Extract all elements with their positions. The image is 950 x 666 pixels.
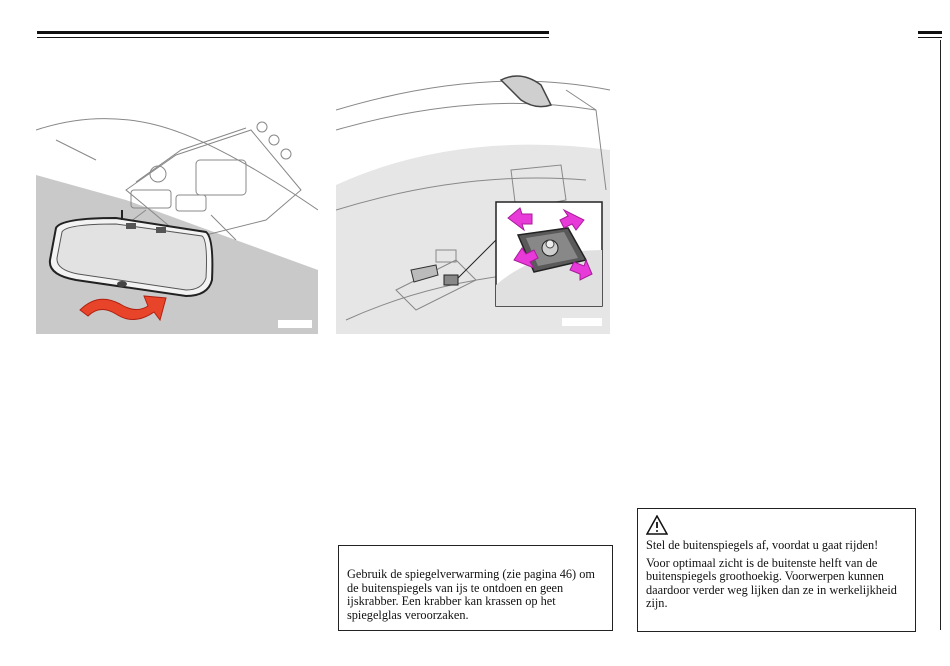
header-rule-thin <box>37 37 549 38</box>
note-box <box>338 545 613 631</box>
door-mirror-control-illustration <box>336 70 610 334</box>
warning-box <box>637 508 916 632</box>
note-text: Gebruik de spiegelverwarming (zie pagina 46) om de buitenspiegels van ijs te ontdoen en geen ijskrabber. Een krabber kan krassen op het spiegelglas veroorzaken. <box>347 567 595 622</box>
door-mirror-control-drawing <box>336 70 610 334</box>
warning-line-1: Stel de buitenspiegels af, voordat u gaat rijden! <box>646 538 879 552</box>
header-rule-right <box>918 31 942 34</box>
warning-line-2: Voor optimaal zicht is de buitenste helft van de buitenspiegels groothoekig. Voorwerpen kunnen daardoor verder weg lijken dan ze in werkelijkheid zijn. <box>646 555 897 611</box>
rearview-mirror-drawing <box>36 70 318 334</box>
header-rule <box>37 31 549 34</box>
rearview-mirror-illustration <box>36 70 318 334</box>
page-edge-line <box>940 40 941 630</box>
warning-triangle-icon <box>646 515 668 535</box>
header-rule-right-thin <box>918 37 942 38</box>
